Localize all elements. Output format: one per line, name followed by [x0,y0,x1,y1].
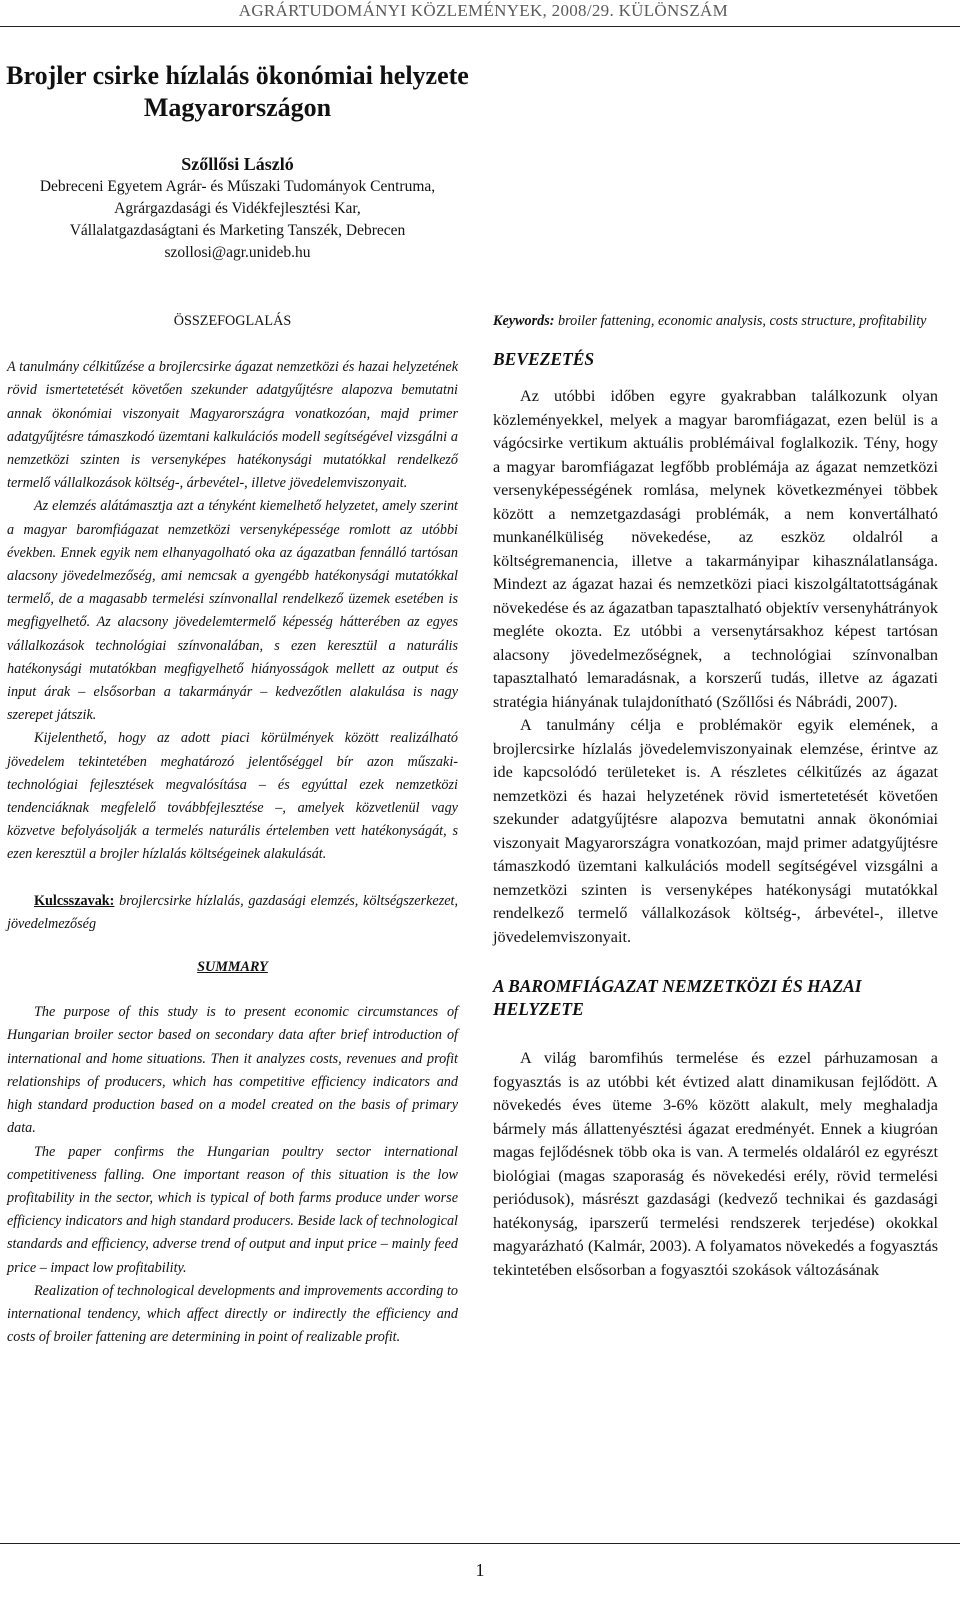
keywords-en-text: broiler fattening, economic analysis, costs structure, profitability [554,313,927,329]
keywords-hu-label: Kulcsszavak: [34,892,115,909]
journal-title: AGRÁRTUDOMÁNYI KÖZLEMÉNYEK, 2008/29. KÜLÖNSZÁM [238,1,728,20]
author-email: szollosi@agr.unideb.hu [164,244,311,261]
keywords-hu [7,890,458,936]
abstract-hu-paragraph: Az elemzés alátámasztja azt a tényként kiemelhető helyzetet, amely szerint a magyar baromfiágazat nemzetközi versenyképessége romlott az utóbbi években. Ennek egyik nem elhanyagolható oka az ágazatban fennálló tartósan alacsony jövedelmezőség, ami nemcsak a gyengébb hatékonysági mutatókkal termelő, de a magasabb termelési színvonallal rendelkező üzemek esetében is megfigyelhető. Az alacsony jövedelemtermelő képesség hátterében az egyes vállalkozások technológiai színvonalában, s ezen keresztül a naturális hatékonysági mutatókban megfigyelhető hiányosságok mellett az output és input árak – elsősorban a takarmányár – kedvezőtlen alakulása is nagy szerepet játszik. [7,498,458,724]
keywords-hu-text: brojlercsirke hízlalás, gazdasági elemzés, költségszerkezet, jövedelmezőség [7,892,458,932]
section2-paragraph: A világ baromfihús termelése és ezzel párhuzamosan a fogyasztás is az utóbbi két évtized alatt dinamikusan fejlődött. A növekedés éves üteme 3-6% között alakult, mely meghaladja bármely más állattenyésztési ágazat eredményét. Ennek a kiugróan magas fejlődésnek több oka is van. A termelés oldaláról ez egyrészt biológiai (magas szaporaság és növekedési erély, rövid termelési periódusok), másrészt gazdasági (kedvező technikai és gazdasági hatékonyság, iparszerű termelési rendszerek terjedése) okokkal magyarázható (Kalmár, 2003). A folyamatos növekedés a fogyasztás tekintetében elsősorban a fogyasztói szokások változásának [493,1049,938,1279]
title-line-2: Magyarországon [143,93,332,122]
left-column [7,310,458,1349]
article-title [0,60,475,124]
summary-paragraph: Realization of technological developments and improvements according to international tendency, which affect directly or indirectly the efficiency and costs of broiler fattening are determining in point of realizable profit. [7,1282,458,1346]
intro-paragraph: A tanulmány célja e problémakör egyik elemének, a brojlercsirke hízlalás jövedelemviszonyainak elemzése, érintve az ide kapcsolódó területeket is. A részletes célkitűzés az ágazat nemzetközi és hazai helyzetének rövid ismertetetését követően szekunder adatgyűjtésre alapozva bemutatni annak ökonómiai viszonyait Magyarországra vonatkozóan, majd primer adatgyűjtésre támaszkodó üzemtani kalkulációs modell segítségével vizsgálni a nemzetközi szinten is versenyképes hatékonysági mutatókkal rendelkező termelő vállalkozások költség-, árbevétel-, illetve jövedelemviszonyait. [493,716,938,946]
running-header [0,0,960,27]
affiliation-line: Agrárgazdasági és Vidékfejlesztési Kar, [114,200,361,217]
summary-paragraph: The paper confirms the Hungarian poultry sector international competitiveness falling. One important reason of this situation is the low profitability in the sector, which is typical of both farms produce under worse efficiency indicators and high standard producers. Beside lack of technological standards and efficiency, adverse trend of output and input price – mainly feed price – impact low profitability. [7,1143,458,1276]
abstract-hu-paragraph: A tanulmány célkitűzése a brojlercsirke ágazat nemzetközi és hazai helyzetének rövid ismertetetését követően szekunder adatgyűjtésre alapozva bemutatni annak ökonómiai viszonyait Magyarországra vonatkozóan, majd primer adatgyűjtésre támaszkodó üzemtani kalkulációs modell segítségével vizsgálni a nemzetközi szinten is versenyképes hatékonysági mutatókkal rendelkező termelő vállalkozások költség-, árbevétel-, illetve jövedelemviszonyait. [7,359,458,492]
author-affiliation [0,176,475,264]
keywords-en [493,310,938,332]
summary-heading: SUMMARY [197,959,268,976]
title-line-1: Brojler csirke hízlalás ökonómiai helyzete [6,61,469,90]
footer-rule [0,1543,960,1544]
right-column [493,310,938,1282]
page-number: 1 [475,1560,485,1580]
abstract-hu-heading: ÖSSZEFOGLALÁS [173,313,292,329]
summary-paragraph: The purpose of this study is to present economic circumstances of Hungarian broiler sector based on secondary data after brief introduction of international and home situations. Then it analyzes costs, revenues and profit relationships of producers, which has competitive efficiency indicators and high standard production based on a model created on the basis of primary data. [7,1004,458,1137]
title-block [0,60,475,264]
intro-paragraph: Az utóbbi időben egyre gyakrabban találkozunk olyan közleményekkel, melyek a magyar baromfiágazat, ezen belül is a vágócsirke vertikum aktuális problémáival foglalkozik. Tény, hogy a magyar baromfiágazat legfőbb problémája az ágazat nemzetközi versenyképességének romlása, melynek következményei többek között a nemzetgazdasági problémák, a nem konvertálható munkanélküliség növekedése, az eszköz oldalról a költségremanencia, illetve a takarmányipar kihasználatlansága. Mindezt az ágazat hazai és nemzetközi piaci kiszolgáltatottságának növekedése és az ágazatban tapasztalható objektív versenyhátrányok megléte okozta. Ez utóbbi a versenytársakhoz képest tartósan alacsony jövedelmezőségnek, a technológiai színvonalban tapasztalható lemaradásnak, a korszerű tudás, illetve az ágazati stratégia hiányának tulajdonítható (Szőllősi és Nábrádi, 2007). [493,387,938,711]
keywords-en-label: Keywords: [493,313,555,329]
affiliation-line: Debreceni Egyetem Agrár- és Műszaki Tudományok Centruma, [39,178,436,195]
affiliation-line: Vállalatgazdaságtani és Marketing Tanszék, Debrecen [69,222,406,239]
section2-heading: A BAROMFIÁGAZAT NEMZETKÖZI ÉS HAZAI HELYZETE [493,976,862,1019]
abstract-hu-paragraph: Kijelenthető, hogy az adott piaci körülmények között realizálható jövedelem tekintetében meghatározó jelentőséggel bír azon műszaki-technológiai fejlesztések megvalósítása – és egyúttal ezek nemzetközi tendenciáknak megfelelő továbbfejlesztése –, amelyek közvetlenül vagy közvetve befolyásolják a termelés naturális értelemben vett hatékonyságát, s ezen keresztül a brojler hízlalás költségeinek alakulását. [7,730,458,863]
intro-heading: BEVEZETÉS [493,349,595,369]
author-name: Szőllősi László [181,154,294,174]
